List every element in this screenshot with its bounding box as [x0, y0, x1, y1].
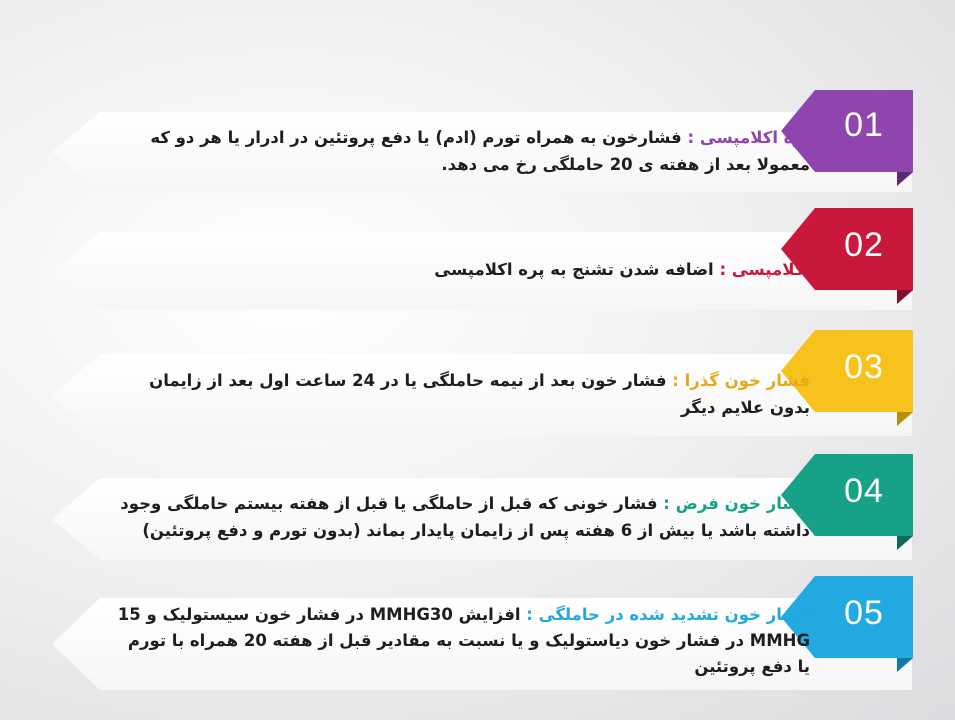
item-number: 01	[844, 106, 884, 144]
item-text	[110, 367, 810, 421]
item-number: 03	[844, 348, 884, 386]
item-number: 05	[844, 594, 884, 632]
item-text	[110, 124, 810, 178]
item-title: فشار خون گذرا :	[672, 371, 810, 390]
item-title: فشار خون فرض :	[663, 494, 810, 513]
item-body: فشار خون بعد از نیمه حاملگی یا در 24 ساعت اول بعد از زایمان بدون علایم دیگر	[149, 371, 810, 417]
item-text	[110, 256, 810, 283]
item-body: اضافه شدن تشنج به پره اکلامپسی	[434, 260, 720, 279]
item-text	[110, 490, 810, 544]
item-number: 04	[844, 472, 884, 510]
item-body: فشار خونی که قبل از حاملگی یا قبل از هفته بیستم حاملگی وجود داشته باشد یا بیش از 6 هفته پس از زایمان پایدار بماند (بدون تورم و دفع پروتئین)	[120, 494, 810, 540]
item-body: افزایش MMHG30 در فشار خون سیستولیک و 15 MMHG در فشار خون دیاستولیک و یا نسبت به مقادیر قبل از هفته 20 همراه با تورم یا دفع پروتئین	[117, 605, 810, 676]
item-title: اکلامپسی :	[719, 260, 810, 279]
item-text	[110, 602, 810, 680]
item-title: فشار خون تشدید شده در حاملگی :	[526, 605, 810, 624]
item-title: پره اکلامپسی :	[687, 128, 810, 147]
item-body: فشارخون به همراه تورم (ادم) یا دفع پروتئین در ادرار یا هر دو که معمولا بعد از هفته ی 20 حاملگی رخ می دهد.	[150, 128, 810, 174]
item-number: 02	[844, 226, 884, 264]
